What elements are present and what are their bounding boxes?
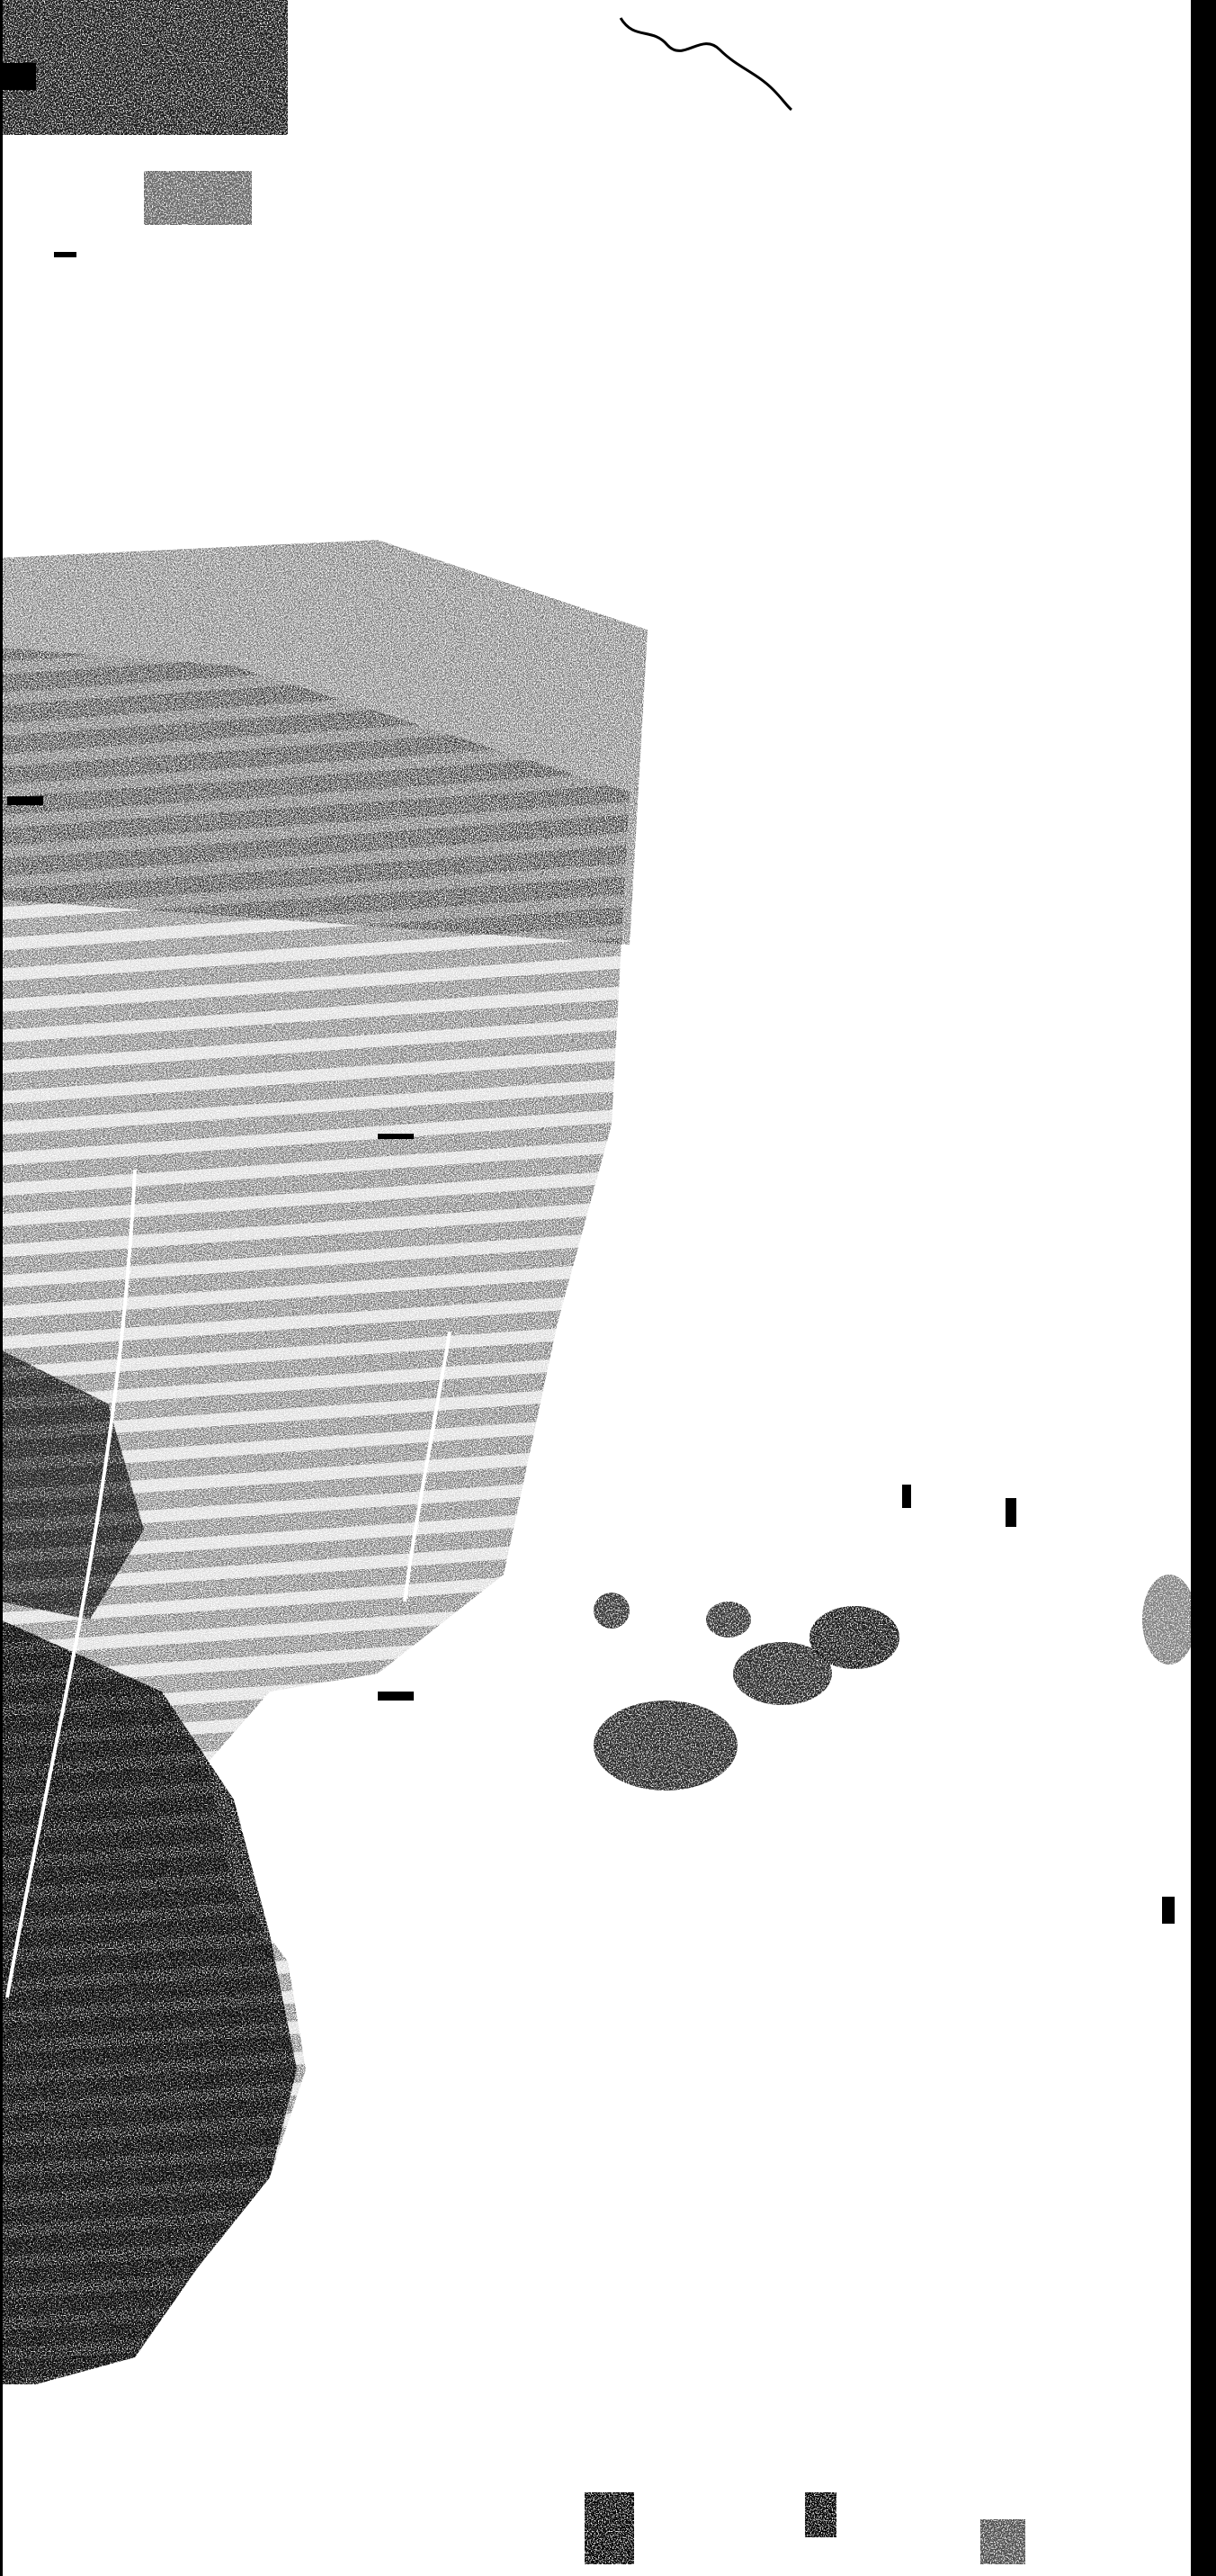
bottom-clusters bbox=[585, 2492, 1025, 2564]
top-left-clusters bbox=[0, 0, 288, 225]
river-outline bbox=[621, 18, 791, 110]
island-clusters bbox=[594, 1575, 1196, 1791]
